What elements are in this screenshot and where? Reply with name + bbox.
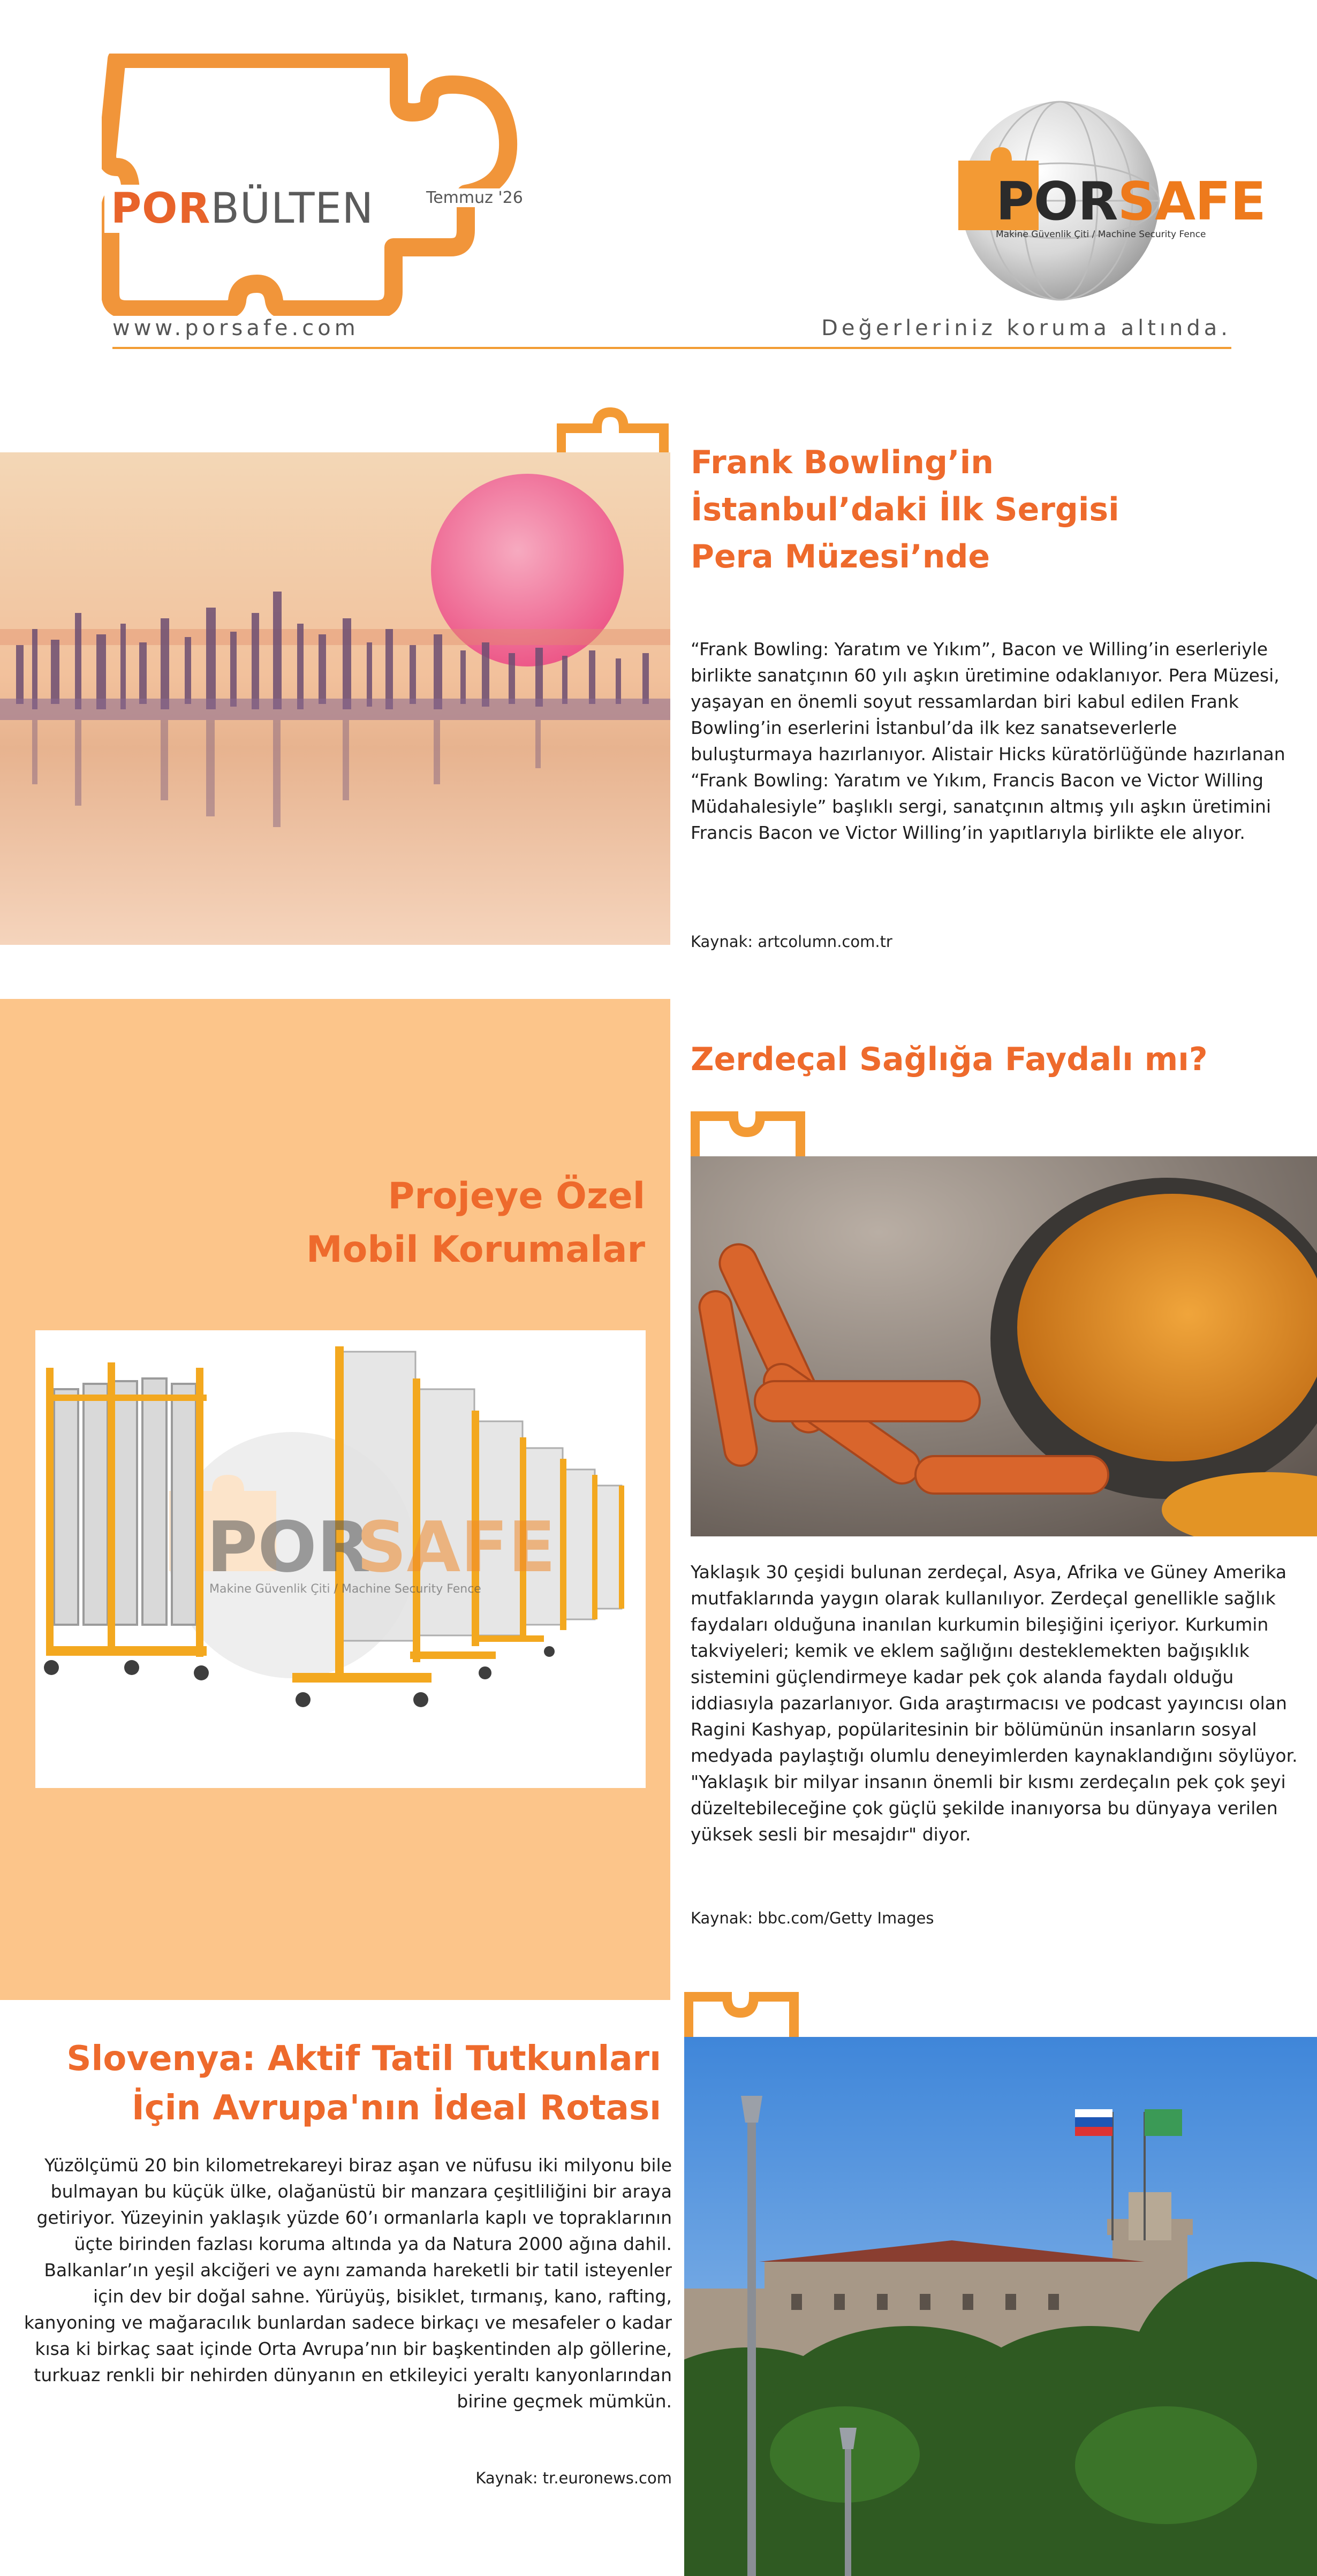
bowling-title-line: Pera Müzesi’nde	[691, 538, 990, 575]
slovenia-source: Kaynak: tr.euronews.com	[475, 2469, 672, 2487]
bowling-title-line: Frank Bowling’in	[691, 444, 994, 481]
logo-wordmark	[104, 185, 380, 233]
slovenia-title	[32, 2034, 661, 2133]
bowling-body: “Frank Bowling: Yaratım ve Yıkım”, Bacon ve Willing’in eserleriyle birlikte sanatçının 60 yılı aşkın üretimine odaklanıyor. Pera Müzesi, yaşayan en önemli soyut ressamlardan biri kabul edilen Frank Bowling’in eserlerini İstanbul’da ilk kez sanatseverlerle buluşturmaya hazırlanıyor. Alistair Hicks küratörlüğünde hazırlanan “Frank Bowling: Yaratım ve Yıkım, Francis Bacon ve Victor Willing Müdahalesiyle” başlıklı sergi, sanatçının altmış yılı aşkın üretimini Francis Bacon ve Victor Willing’in yapıtlarıyla birlikte ele alıyor.	[691, 639, 1285, 843]
header-divider	[112, 347, 1231, 349]
mobile-title-line: Mobil Korumalar	[306, 1229, 645, 1271]
slogan: Değerleriniz koruma altında.	[821, 316, 1231, 340]
slovenia-body: Yüzölçümü 20 bin kilometrekareyi biraz aşan ve nüfusu iki milyonu bile bulmayan bu küçük ülke, olağanüstü bir manzara çeşitliliğini bir araya getiriyor. Yüzeyinin yaklaşık yüzde 60’ı ormanlarla kaplı ve topraklarının üçte birinden fazlası koruma altında ya da Natura 2000 ağına dahil. Balkanlar’ın yeşil akciğeri ve aynı zamanda hareketli bir tatil isteyenler için dev bir doğal sahne. Yürüyüş, bisiklet, tırmanış, kano, rafting, kanyoning ve mağaracılık bunlardan sadece birkaçı ve mesafeler o kadar kısa ki birkaç saat içinde Orta Avrupa’nın bir başkentinden alp göllerine, turkuaz renkli bir nehirden dünyanın en etkileyici yeraltı kanyonlarından birine geçmek mümkün.	[24, 2155, 672, 2412]
website-url[interactable]: www.porsafe.com	[112, 316, 359, 340]
bowling-title	[691, 439, 1119, 580]
bowling-source: Kaynak: artcolumn.com.tr	[691, 933, 892, 951]
brand-por: POR	[996, 171, 1118, 232]
mobile-title	[163, 1170, 645, 1277]
watermark-tagline: Makine Güvenlik Çiti / Machine Security Fence	[209, 1582, 481, 1596]
porsafe-watermark	[207, 1506, 556, 1596]
mobile-fence-image	[35, 1330, 646, 1788]
logo-por: POR	[111, 185, 211, 233]
watermark-safe: SAFE	[357, 1506, 556, 1588]
bowling-title-line: İstanbul’daki İlk Sergisi	[691, 491, 1119, 528]
turmeric-body: Yaklaşık 30 çeşidi bulunan zerdeçal, Asya, Afrika ve Güney Amerika mutfaklarında yaygın olarak kullanılıyor. Zerdeçal genellikle sağlık faydaları olduğuna inanılan kurkumin bileşiğini içeriyor. Kurkumin takviyeleri; kemik ve eklem sağlığını desteklemekten bağışıklık sistemini güçlendirmeye kadar pek çok alanda faydalı olduğu iddiasıyla pazarlanıyor. Gıda araştırmacısı ve podcast yayıncısı olan Ragini Kashyap, popülaritesinin bir bölümünün insanların sosyal medyada paylaştığı olumlu deneyimlerden kaynaklandığını söylüyor. "Yaklaşık bir milyar insanın önemli bir kısmı zerdeçalın pek çok şeyi düzeltebileceğine çok güçlü şekilde inanıyorsa bu dünyaya verilen yüksek sesli bir mesajdır" diyor.	[691, 1562, 1298, 1845]
brand-tagline: Makine Güvenlik Çiti / Machine Security Fence	[996, 229, 1206, 240]
logo-bulten: BÜLTEN	[210, 185, 374, 233]
watermark-por: POR	[207, 1506, 370, 1588]
ljubljana-castle-image	[684, 2037, 1317, 2576]
mobile-title-line: Projeye Özel	[388, 1175, 645, 1217]
issue-date: Temmuz '26	[423, 188, 526, 207]
slovenia-title-line: Slovenya: Aktif Tatil Tutkunları	[66, 2039, 661, 2079]
turmeric-source: Kaynak: bbc.com/Getty Images	[691, 1909, 934, 1927]
turmeric-title: Zerdeçal Sağlığa Faydalı mı?	[691, 1041, 1208, 1078]
turmeric-image	[691, 1156, 1317, 1536]
brand-safe: SAFE	[1117, 171, 1266, 232]
bowling-painting-image	[0, 452, 670, 945]
slovenia-title-line: İçin Avrupa'nın İdeal Rotası	[131, 2088, 661, 2128]
